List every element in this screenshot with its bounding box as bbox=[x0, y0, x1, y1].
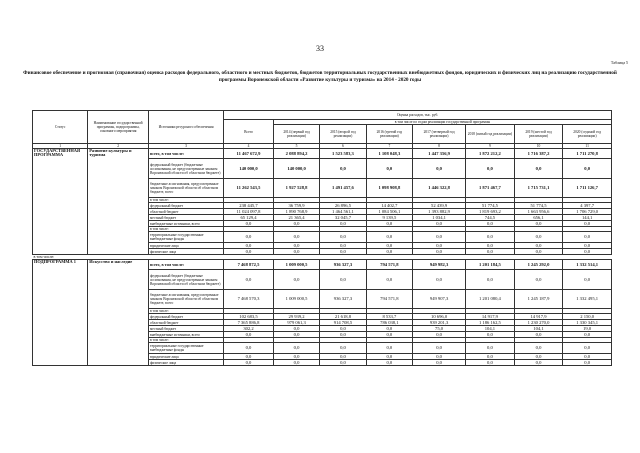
program-name: Развитие культуры и туризма bbox=[88, 149, 149, 255]
finance-table bbox=[32, 110, 612, 366]
year-value-cell: 0,0 bbox=[514, 232, 563, 243]
year-value-cell: 4 397,7 bbox=[563, 203, 612, 209]
year-value-cell: 0,0 bbox=[563, 249, 612, 255]
year-value-cell: 0,0 bbox=[563, 243, 612, 249]
year-value-cell: 75,0 bbox=[413, 326, 466, 332]
year-value-cell: 949 907,3 bbox=[413, 290, 466, 309]
source-cell: внебюджетные источники, всего bbox=[149, 221, 224, 227]
header-year: 2016 (третий год реализации) bbox=[366, 125, 412, 144]
year-value-cell: 14 917,9 bbox=[514, 314, 563, 320]
year-value-cell: 26 896,5 bbox=[320, 203, 366, 209]
year-value-cell: 104,1 bbox=[466, 326, 515, 332]
year-value-cell: 0,0 bbox=[366, 360, 412, 366]
source-cell: территориальные государственные внебюджетные фонды bbox=[149, 343, 224, 354]
year-value-cell: 936 327,3 bbox=[320, 290, 366, 309]
total-value-cell: 7 468 570,3 bbox=[224, 290, 274, 309]
year-value-cell: 0,0 bbox=[366, 354, 412, 360]
year-value-cell: 656,1 bbox=[514, 215, 563, 221]
subprogram-section bbox=[33, 260, 612, 366]
year-value-cell: 0,0 bbox=[514, 343, 563, 354]
year-value-cell: 1 009 000,5 bbox=[273, 290, 319, 309]
year-value-cell: 0,0 bbox=[514, 221, 563, 227]
year-value-cell: 0,0 bbox=[413, 332, 466, 338]
year-value-cell: 29 939,2 bbox=[273, 314, 319, 320]
year-value-cell: 14 917,9 bbox=[466, 314, 515, 320]
year-value-cell: 979 061,3 bbox=[273, 320, 319, 326]
program-section bbox=[33, 149, 612, 255]
col-number: 10 bbox=[514, 144, 563, 149]
year-value-cell: 32 045,7 bbox=[320, 215, 366, 221]
year-value-cell: 0,0 bbox=[514, 332, 563, 338]
year-value-cell: 744,5 bbox=[466, 215, 515, 221]
source-cell: юридические лица bbox=[149, 243, 224, 249]
table-label: Таблица 5 bbox=[610, 60, 628, 65]
year-value-cell: 10 696,0 bbox=[413, 314, 466, 320]
year-value-cell: 1 716 387,2 bbox=[514, 149, 563, 159]
header-year: 2015 (второй год реализации) bbox=[320, 125, 366, 144]
year-value-cell: 21 618,8 bbox=[320, 314, 366, 320]
year-value-cell: 1 711 270,8 bbox=[563, 149, 612, 159]
year-value-cell: 0,0 bbox=[320, 354, 366, 360]
year-value-cell: 936 327,3 bbox=[320, 260, 366, 270]
year-value-cell: 0,0 bbox=[366, 343, 412, 354]
year-value-cell: 1 523 583,3 bbox=[320, 149, 366, 159]
year-value-cell: 1 330 345,1 bbox=[563, 320, 612, 326]
header-year: 2014 (первый год реализации) bbox=[273, 125, 319, 144]
year-value-cell: 0,0 bbox=[273, 232, 319, 243]
year-value-cell: 0,0 bbox=[466, 360, 515, 366]
col-number: 2 bbox=[88, 144, 149, 149]
year-value-cell: 0,0 bbox=[413, 354, 466, 360]
total-value-cell: 302,2 bbox=[224, 326, 274, 332]
total-value-cell: 11 262 543,5 bbox=[224, 179, 274, 198]
year-value-cell: 0,0 bbox=[563, 354, 612, 360]
year-value-cell: 0,0 bbox=[320, 243, 366, 249]
year-value-cell: 0,0 bbox=[320, 270, 366, 290]
year-value-cell: 1 871 467,7 bbox=[466, 179, 515, 198]
year-value-cell: 0,0 bbox=[466, 343, 515, 354]
year-value-cell: 1 332 514,1 bbox=[563, 260, 612, 270]
source-cell: всего, в том числе: bbox=[149, 149, 224, 159]
total-value-cell: 11 467 672,9 bbox=[224, 149, 274, 159]
source-cell: местный бюджет bbox=[149, 215, 224, 221]
year-value-cell: 0,0 bbox=[320, 332, 366, 338]
year-value-cell: 0,0 bbox=[563, 159, 612, 179]
year-value-cell: 0,0 bbox=[466, 232, 515, 243]
year-value-cell: 0,0 bbox=[366, 270, 412, 290]
source-cell: бюджетные ассигнования, предусмотренные законом Воронежской области об областном бюджете, всего bbox=[149, 179, 224, 198]
year-value-cell: 1 819 693,2 bbox=[466, 209, 515, 215]
total-value-cell: 238 445,7 bbox=[224, 203, 274, 209]
year-value-cell: 2 088 894,2 bbox=[273, 149, 319, 159]
year-value-cell: 0,0 bbox=[413, 232, 466, 243]
year-value-cell: 0,0 bbox=[413, 270, 466, 290]
source-cell: в том числе: bbox=[149, 198, 224, 203]
year-value-cell: 786 038,1 bbox=[366, 320, 412, 326]
year-value-cell: 0,0 bbox=[466, 332, 515, 338]
year-value-cell: 0,0 bbox=[273, 270, 319, 290]
year-value-cell: 1 491 457,6 bbox=[320, 179, 366, 198]
document-title: Финансовое обеспечение и прогнозная (справочная) оценка расходов федерального, областного и местных бюджетов, бюджетов территориальных государственных внебюджетных фондов, юридических и физических лиц на реализацию государственной программы Воронежской области «Развитие культуры и туризма» на 2014 - 2020 годы bbox=[23, 70, 617, 83]
year-value-cell: 0,0 bbox=[514, 354, 563, 360]
year-value-cell: 1 098 908,8 bbox=[366, 179, 412, 198]
year-value-cell: 8 533,7 bbox=[366, 314, 412, 320]
year-value-cell: 0,0 bbox=[413, 249, 466, 255]
year-value-cell: 1 201 080,4 bbox=[466, 290, 515, 309]
total-value-cell: 0,0 bbox=[224, 221, 274, 227]
year-value-cell: 1 332 495,1 bbox=[563, 290, 612, 309]
year-value-cell: 1 201 184,5 bbox=[466, 260, 515, 270]
header-year: 2017 (четвертый год реализации) bbox=[413, 125, 466, 144]
year-value-cell: 0,0 bbox=[563, 270, 612, 290]
year-value-cell: 1 711 126,7 bbox=[563, 179, 612, 198]
source-cell: местный бюджет bbox=[149, 326, 224, 332]
program-status: ГОСУДАРСТВЕННАЯ ПРОГРАММА bbox=[33, 149, 88, 255]
source-cell: в том числе: bbox=[149, 338, 224, 343]
year-value-cell: 0,0 bbox=[514, 360, 563, 366]
year-value-cell: 0,0 bbox=[366, 232, 412, 243]
year-value-cell: 0,0 bbox=[273, 332, 319, 338]
total-value-cell: 7 365 886,8 bbox=[224, 320, 274, 326]
year-value-cell: 0,0 bbox=[273, 354, 319, 360]
year-value-cell: 52 439,9 bbox=[413, 203, 466, 209]
table-row bbox=[33, 149, 612, 159]
year-value-cell: 0,0 bbox=[320, 249, 366, 255]
year-value-cell: 0,0 bbox=[273, 249, 319, 255]
in-that-number-label: в том числе: bbox=[33, 254, 55, 259]
year-value-cell: 0,0 bbox=[514, 270, 563, 290]
year-value-cell: 1 108 048,3 bbox=[366, 149, 412, 159]
col-number: 7 bbox=[366, 144, 412, 149]
source-cell: в том числе: bbox=[149, 227, 224, 232]
year-value-cell: 1 706 729,0 bbox=[563, 209, 612, 215]
total-value-cell: 0,0 bbox=[224, 270, 274, 290]
col-number: 9 bbox=[466, 144, 515, 149]
table-header bbox=[33, 111, 612, 149]
year-value-cell: 0,0 bbox=[273, 343, 319, 354]
header-total: Всего bbox=[224, 120, 274, 144]
year-value-cell: 1 009 000,5 bbox=[273, 260, 319, 270]
source-cell: юридические лица bbox=[149, 354, 224, 360]
year-value-cell: 0,0 bbox=[413, 221, 466, 227]
header-estimate: Оценка расходов, тыс. руб. bbox=[224, 111, 612, 120]
year-value-cell: 21 365,4 bbox=[273, 215, 319, 221]
total-value-cell: 140 000,0 bbox=[224, 159, 274, 179]
year-value-cell: 0,0 bbox=[466, 159, 515, 179]
source-cell: федеральный бюджет bbox=[149, 203, 224, 209]
year-value-cell: 1 715 731,1 bbox=[514, 179, 563, 198]
year-value-cell: 1 186 162,5 bbox=[466, 320, 515, 326]
year-value-cell: 36 759,9 bbox=[273, 203, 319, 209]
table-row bbox=[33, 260, 612, 270]
total-value-cell: 7 468 872,5 bbox=[224, 260, 274, 270]
year-value-cell: 0,0 bbox=[366, 159, 412, 179]
total-value-cell: 11 024 097,8 bbox=[224, 209, 274, 215]
header-source: Источники ресурсного обеспечения bbox=[149, 111, 224, 144]
year-value-cell: 14 402,7 bbox=[366, 203, 412, 209]
source-cell: физические лица bbox=[149, 360, 224, 366]
year-value-cell: 794 571,8 bbox=[366, 260, 412, 270]
year-value-cell: 949 982,3 bbox=[413, 260, 466, 270]
year-value-cell: 51 774,5 bbox=[514, 203, 563, 209]
header-by-years: в том числе по годам реализации государственной программы bbox=[273, 120, 611, 125]
year-value-cell: 0,0 bbox=[514, 249, 563, 255]
col-number: 1 bbox=[33, 144, 88, 149]
col-number: 8 bbox=[413, 144, 466, 149]
year-value-cell: 914 708,5 bbox=[320, 320, 366, 326]
year-value-cell: 0,0 bbox=[413, 343, 466, 354]
header-year: 2020 (седьмой год реализации) bbox=[563, 125, 612, 144]
year-value-cell: 140 000,0 bbox=[273, 159, 319, 179]
source-cell: федеральный бюджет bbox=[149, 314, 224, 320]
year-value-cell: 0,0 bbox=[320, 343, 366, 354]
year-value-cell: 0,0 bbox=[273, 221, 319, 227]
year-value-cell: 0,0 bbox=[563, 360, 612, 366]
year-value-cell: 0,0 bbox=[320, 159, 366, 179]
year-value-cell: 1 663 956,6 bbox=[514, 209, 563, 215]
year-value-cell: 1 927 528,8 bbox=[273, 179, 319, 198]
header-name: Наименование государственной программы, подпрограммы, основного мероприятия bbox=[88, 111, 149, 144]
header-year: 2018 (пятый год реализации) bbox=[466, 125, 515, 144]
col-number: 5 bbox=[273, 144, 319, 149]
col-number: 3 bbox=[149, 144, 224, 149]
source-cell: областной бюджет bbox=[149, 209, 224, 215]
year-value-cell: 0,0 bbox=[413, 159, 466, 179]
total-value-cell: 0,0 bbox=[224, 249, 274, 255]
year-value-cell: 104,1 bbox=[514, 326, 563, 332]
source-cell: федеральный бюджет (бюджетные ассигнования, не предусмотренные законом Воронежской области об областном бюджете) bbox=[149, 270, 224, 290]
year-value-cell: 939 201,3 bbox=[413, 320, 466, 326]
year-value-cell: 1 245 187,9 bbox=[514, 290, 563, 309]
year-value-cell: 1 890 768,9 bbox=[273, 209, 319, 215]
col-number: 6 bbox=[320, 144, 366, 149]
source-cell: в том числе: bbox=[149, 309, 224, 314]
year-value-cell: 2 150,0 bbox=[563, 314, 612, 320]
total-value-cell: 0,0 bbox=[224, 332, 274, 338]
year-value-cell: 1 084 506,1 bbox=[366, 209, 412, 215]
year-value-cell: 1 446 322,8 bbox=[413, 179, 466, 198]
year-value-cell: 144,1 bbox=[563, 215, 612, 221]
col-number: 4 bbox=[224, 144, 274, 149]
year-value-cell: 0,0 bbox=[366, 249, 412, 255]
source-cell: физические лица bbox=[149, 249, 224, 255]
source-cell: внебюджетные источники, всего bbox=[149, 332, 224, 338]
year-value-cell: 0,0 bbox=[466, 270, 515, 290]
year-value-cell: 0,0 bbox=[413, 243, 466, 249]
year-value-cell: 9 139,5 bbox=[366, 215, 412, 221]
year-value-cell: 0,0 bbox=[320, 232, 366, 243]
total-value-cell: 0,0 bbox=[224, 354, 274, 360]
subprogram-name: Искусство и наследие bbox=[88, 260, 149, 366]
year-value-cell: 0,0 bbox=[366, 326, 412, 332]
total-value-cell: 0,0 bbox=[224, 360, 274, 366]
year-value-cell: 1 245 292,0 bbox=[514, 260, 563, 270]
header-status: Статус bbox=[33, 111, 88, 144]
total-value-cell: 0,0 bbox=[224, 232, 274, 243]
col-number: 11 bbox=[563, 144, 612, 149]
year-value-cell: 1 393 882,9 bbox=[413, 209, 466, 215]
year-value-cell: 0,0 bbox=[466, 221, 515, 227]
source-cell: областной бюджет bbox=[149, 320, 224, 326]
subprogram-status: ПОДПРОГРАММА 1 bbox=[33, 260, 88, 366]
year-value-cell: 0,0 bbox=[563, 332, 612, 338]
year-value-cell: 1 034,1 bbox=[413, 215, 466, 221]
year-value-cell: 0,0 bbox=[514, 159, 563, 179]
source-cell: федеральный бюджет (бюджетные ассигнования, не предусмотренные законом Воронежской области об областном бюджете) bbox=[149, 159, 224, 179]
year-value-cell: 0,0 bbox=[514, 243, 563, 249]
total-value-cell: 65 129,4 bbox=[224, 215, 274, 221]
total-value-cell: 0,0 bbox=[224, 343, 274, 354]
year-value-cell: 0,0 bbox=[563, 232, 612, 243]
page-number: 33 bbox=[316, 44, 324, 53]
year-value-cell: 0,0 bbox=[366, 221, 412, 227]
header-year: 2019 (шестой год реализации) bbox=[514, 125, 563, 144]
year-value-cell: 1 447 356,9 bbox=[413, 149, 466, 159]
source-cell: всего, в том числе: bbox=[149, 260, 224, 270]
year-value-cell: 0,0 bbox=[563, 221, 612, 227]
year-value-cell: 0,0 bbox=[466, 249, 515, 255]
year-value-cell: 0,0 bbox=[413, 360, 466, 366]
source-cell: бюджетные ассигнования, предусмотренные законом Воронежской области об областном бюджете, всего bbox=[149, 290, 224, 309]
year-value-cell: 794 571,8 bbox=[366, 290, 412, 309]
year-value-cell: 0,0 bbox=[320, 326, 366, 332]
year-value-cell: 0,0 bbox=[320, 221, 366, 227]
year-value-cell: 51 774,5 bbox=[466, 203, 515, 209]
year-value-cell: 0,0 bbox=[466, 354, 515, 360]
year-value-cell: 19,0 bbox=[563, 326, 612, 332]
year-value-cell: 1 230 270,0 bbox=[514, 320, 563, 326]
year-value-cell: 1 464 561,1 bbox=[320, 209, 366, 215]
year-value-cell: 0,0 bbox=[563, 343, 612, 354]
year-value-cell: 0,0 bbox=[320, 360, 366, 366]
year-value-cell: 0,0 bbox=[273, 326, 319, 332]
total-value-cell: 102 683,5 bbox=[224, 314, 274, 320]
year-value-cell: 0,0 bbox=[466, 243, 515, 249]
year-value-cell: 0,0 bbox=[366, 332, 412, 338]
total-value-cell: 0,0 bbox=[224, 243, 274, 249]
year-value-cell: 1 872 212,2 bbox=[466, 149, 515, 159]
year-value-cell: 0,0 bbox=[273, 243, 319, 249]
year-value-cell: 0,0 bbox=[366, 243, 412, 249]
source-cell: территориальные государственные внебюджетные фонды bbox=[149, 232, 224, 243]
year-value-cell: 0,0 bbox=[273, 360, 319, 366]
